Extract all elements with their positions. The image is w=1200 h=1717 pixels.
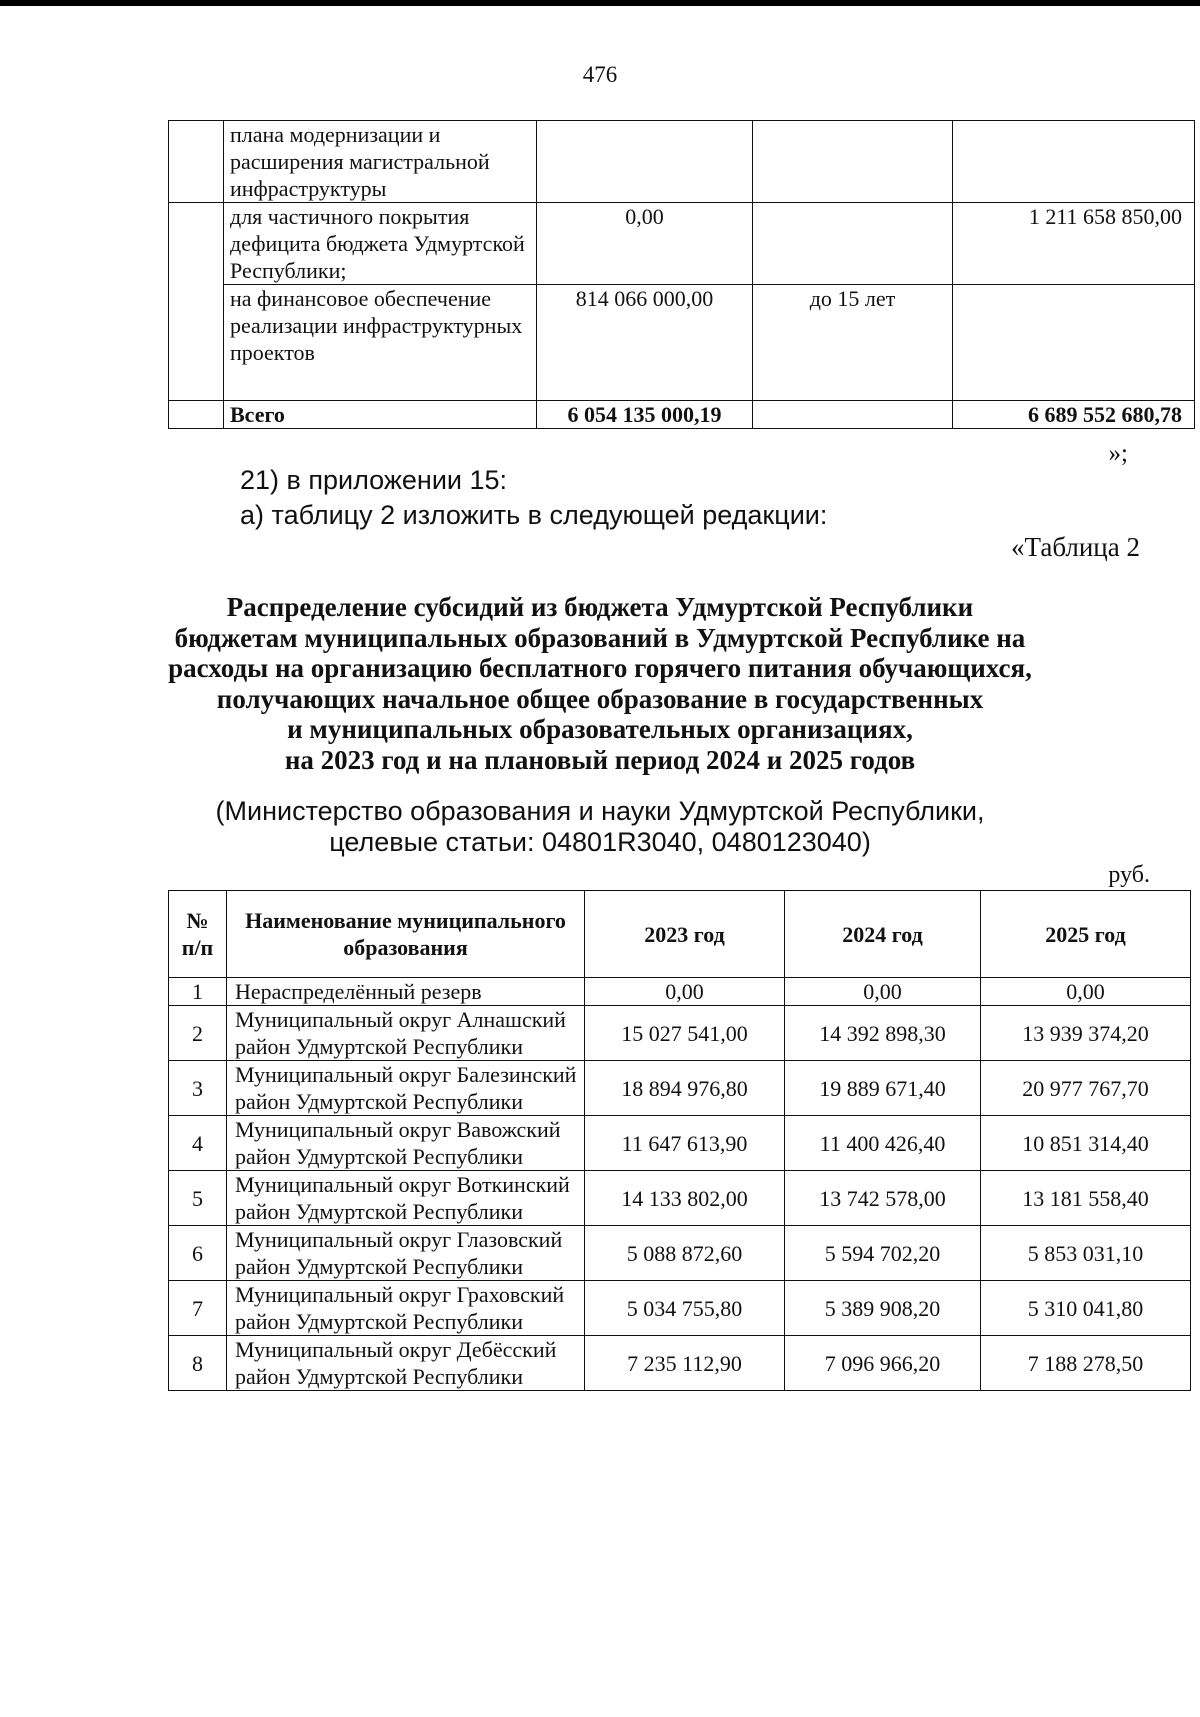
table-row [169,285,1195,401]
table-title [0,592,1200,775]
value-2024: 7 096 966,20 [785,1336,981,1391]
row-number: 6 [169,1226,227,1281]
value-2025: 5 310 041,80 [981,1281,1191,1336]
row-number: 3 [169,1061,227,1116]
title-line: расходы на организацию бесплатного горячего питания обучающихся, [168,653,1032,683]
value-2025: 13 181 558,40 [981,1171,1191,1226]
value-2025: 7 188 278,50 [981,1336,1191,1391]
table-cell: 0,00 [537,203,753,285]
paragraph-line: 21) в приложении 15: [240,465,508,495]
row-number: 1 [169,978,227,1006]
title-line: и муниципальных образовательных организациях, [287,714,913,744]
header-name: Наименование муниципального образования [227,891,585,978]
title-line: получающих начальное общее образование в государственных [216,683,984,714]
title-line: Распределение субсидий из бюджета Удмуртской Республики [226,592,974,622]
municipality-name: Муниципальный округ Воткинский район Удмуртской Республики [227,1171,585,1226]
municipality-name: Муниципальный округ Граховский район Удмуртской Республики [227,1281,585,1336]
row-number: 8 [169,1336,227,1391]
value-2023: 0,00 [585,978,785,1006]
header-2025: 2025 год [981,891,1191,978]
table-cell [169,401,224,429]
units-label: руб. [1108,862,1150,888]
value-2023: 14 133 802,00 [585,1171,785,1226]
value-2025: 5 853 031,10 [981,1226,1191,1281]
table-cell: плана модернизации и расширения магистральной инфраструктуры [224,121,537,203]
table-cell [753,401,953,429]
value-2024: 11 400 426,40 [785,1116,981,1171]
scan-top-border [0,0,1200,6]
table-cell [169,203,224,285]
value-2023: 15 027 541,00 [585,1006,785,1061]
value-2024: 5 594 702,20 [785,1226,981,1281]
value-2023: 18 894 976,80 [585,1061,785,1116]
municipality-name: Нераспределённый резерв [227,978,585,1006]
table-row [169,1116,1191,1171]
table-label: «Таблица 2 [1011,532,1140,562]
total-value: 6 689 552 680,78 [953,401,1195,429]
table-cell [169,285,224,401]
total-row [169,401,1195,429]
paragraph-line: а) таблицу 2 изложить в следующей редакции: [240,500,828,530]
subsidy-table [168,890,1191,1391]
municipality-name: Муниципальный округ Алнашский район Удмуртской Республики [227,1006,585,1061]
row-number: 5 [169,1171,227,1226]
table-cell [753,121,953,203]
value-2024: 5 389 908,20 [785,1281,981,1336]
table-row [169,1281,1191,1336]
table-row [169,978,1191,1006]
header-num: № п/п [169,891,227,978]
table-row [169,1226,1191,1281]
value-2025: 20 977 767,70 [981,1061,1191,1116]
page-number: 476 [582,62,618,87]
header-row [169,891,1191,978]
table-subtitle [0,796,1200,857]
municipality-name: Муниципальный округ Глазовский район Удмуртской Республики [227,1226,585,1281]
title-line: на 2023 год и на плановый период 2024 и 2025 годов [284,744,916,775]
table-cell: 814 066 000,00 [537,285,753,401]
title-line: бюджетам муниципальных образований в Удмуртской Республике на [174,622,1026,653]
continued-table [168,120,1195,429]
table-cell: для частичного покрытия дефицита бюджета Удмуртской Республики; [224,203,537,285]
table-cell: до 15 лет [753,285,953,401]
table-cell [753,203,953,285]
value-2025: 10 851 314,40 [981,1116,1191,1171]
table-cell [953,121,1195,203]
value-2023: 5 088 872,60 [585,1226,785,1281]
table-cell: 1 211 658 850,00 [953,203,1195,285]
table-row [169,1336,1191,1391]
value-2024: 0,00 [785,978,981,1006]
value-2023: 7 235 112,90 [585,1336,785,1391]
subtitle-line: (Министерство образования и науки Удмуртской Республики, [215,796,985,826]
row-number: 2 [169,1006,227,1061]
municipality-name: Муниципальный округ Дебёсский район Удмуртской Республики [227,1336,585,1391]
value-2025: 0,00 [981,978,1191,1006]
header-2024: 2024 год [785,891,981,978]
row-number: 7 [169,1281,227,1336]
value-2025: 13 939 374,20 [981,1006,1191,1061]
value-2023: 11 647 613,90 [585,1116,785,1171]
table-cell: на финансовое обеспечение реализации инфраструктурных проектов [224,285,537,401]
municipality-name: Муниципальный округ Вавожский район Удмуртской Республики [227,1116,585,1171]
row-number: 4 [169,1116,227,1171]
table-cell [537,121,753,203]
table-cell [953,285,1195,401]
total-value: 6 054 135 000,19 [537,401,753,429]
value-2024: 14 392 898,30 [785,1006,981,1061]
value-2024: 19 889 671,40 [785,1061,981,1116]
table-row [169,121,1195,203]
municipality-name: Муниципальный округ Балезинский район Удмуртской Республики [227,1061,585,1116]
value-2024: 13 742 578,00 [785,1171,981,1226]
subtitle-line: целевые статьи: 04801R3040, 0480123040) [329,826,871,857]
table-row [169,1171,1191,1226]
table-row [169,1006,1191,1061]
table-row [169,203,1195,285]
header-2023: 2023 год [585,891,785,978]
total-label: Всего [224,401,537,429]
value-2023: 5 034 755,80 [585,1281,785,1336]
table-row [169,1061,1191,1116]
table-cell [169,121,224,203]
closing-quote: »; [1108,440,1128,467]
